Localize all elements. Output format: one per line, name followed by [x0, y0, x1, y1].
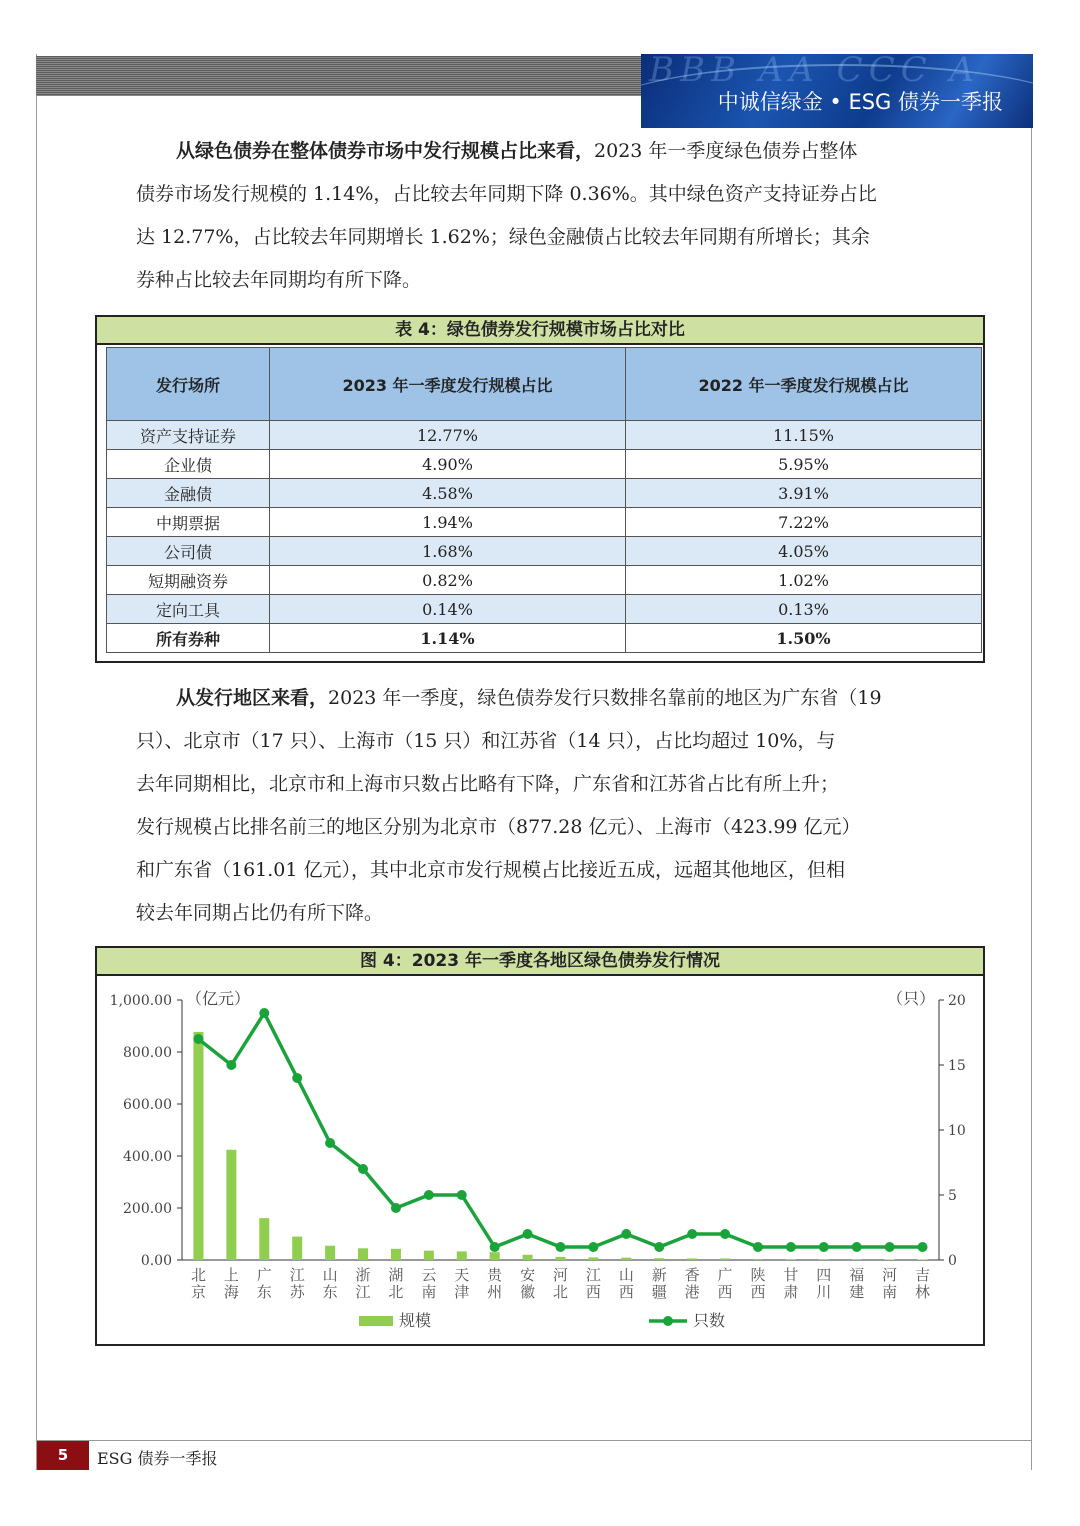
- point-香港: [687, 1229, 697, 1239]
- table-header-row: [107, 348, 982, 421]
- point-江西: [588, 1242, 598, 1252]
- y-left-axis-label: （亿元）: [186, 989, 251, 1008]
- x-tick-label: 山东: [322, 1266, 338, 1301]
- figure-title: 图 4：2023 年一季度各地区绿色债券发行情况: [97, 948, 983, 976]
- table-cell: 资产支持证券: [107, 421, 270, 450]
- banner-deco-text: BBB AA CCC A: [649, 54, 981, 90]
- x-tick-label: 广东: [256, 1266, 272, 1301]
- page-number: 5: [37, 1441, 89, 1470]
- x-tick-label: 云南: [421, 1266, 437, 1301]
- point-天津: [457, 1190, 467, 1200]
- x-tick-label: 香港: [684, 1266, 700, 1301]
- paragraph-text: 券种占比较去年同期均有所下降。: [136, 269, 422, 291]
- bar-广东: [259, 1218, 269, 1260]
- x-tick-label: 陕西: [750, 1266, 766, 1301]
- y-right-tick-label: 20: [948, 993, 966, 1009]
- table-cell: 所有券种: [107, 624, 270, 653]
- table-row: [107, 450, 982, 479]
- paragraph-text: 2023 年一季度，绿色债券发行只数排名靠前的地区为广东省（19: [328, 687, 882, 709]
- point-上海: [226, 1060, 236, 1070]
- bar-福建: [852, 1259, 862, 1260]
- paragraph-text: 2023 年一季度绿色债券占整体: [594, 140, 858, 162]
- bar-上海: [226, 1150, 236, 1260]
- table-cell: 短期融资券: [107, 566, 270, 595]
- point-新疆: [654, 1242, 664, 1252]
- point-吉林: [918, 1242, 928, 1252]
- table-cell: 4.05%: [626, 537, 982, 566]
- paragraph-text: 和广东省（161.01 亿元），其中北京市发行规模占比接近五成，远超其他地区，但相: [136, 859, 846, 881]
- point-山西: [621, 1229, 631, 1239]
- legend-swatch-bar: [359, 1316, 393, 1326]
- table-row: [107, 537, 982, 566]
- paragraph-region: [136, 677, 948, 935]
- table-header-cell: 2023 年一季度发行规模占比: [270, 348, 626, 421]
- x-tick-label: 上海: [223, 1266, 239, 1301]
- bar-河北: [556, 1257, 566, 1260]
- table-cell: 4.90%: [270, 450, 626, 479]
- point-陕西: [753, 1242, 763, 1252]
- table-total-row: [107, 624, 982, 653]
- table-header-cell: 2022 年一季度发行规模占比: [626, 348, 982, 421]
- table-title: 表 4：绿色债券发行规模市场占比对比: [97, 317, 983, 345]
- table-cell: 5.95%: [626, 450, 982, 479]
- table-cell: 中期票据: [107, 508, 270, 537]
- bar-河南: [885, 1259, 895, 1260]
- table-row: [107, 566, 982, 595]
- point-河南: [885, 1242, 895, 1252]
- x-tick-label: 江苏: [289, 1266, 305, 1301]
- x-tick-label: 浙江: [355, 1266, 371, 1301]
- bar-江西: [588, 1257, 598, 1260]
- table-cell: 金融债: [107, 479, 270, 508]
- table-cell: 公司债: [107, 537, 270, 566]
- bar-四川: [819, 1259, 829, 1260]
- x-tick-label: 北京: [190, 1266, 206, 1301]
- table-cell: 企业债: [107, 450, 270, 479]
- legend-swatch-marker: [663, 1316, 673, 1326]
- table-cell: 1.94%: [270, 508, 626, 537]
- table-cell: 3.91%: [626, 479, 982, 508]
- paragraph-text: 达 12.77%，占比较去年同期增长 1.62%；绿色金融债占比较去年同期有所增长；其余: [136, 226, 870, 248]
- x-tick-label: 新疆: [651, 1266, 667, 1301]
- table-row: [107, 595, 982, 624]
- y-left-tick-label: 600.00: [123, 1097, 172, 1113]
- paragraph-text: 发行规模占比排名前三的地区分别为北京市（877.28 亿元）、上海市（423.99 亿元）: [136, 816, 861, 838]
- header-stripes: [36, 56, 644, 96]
- table-cell: 11.15%: [626, 421, 982, 450]
- bar-山东: [325, 1246, 335, 1260]
- paragraph-text: 债券市场发行规模的 1.14%，占比较去年同期下降 0.36%。其中绿色资产支持证券占比: [136, 183, 877, 205]
- point-北京: [193, 1034, 203, 1044]
- bar-安徽: [523, 1255, 533, 1260]
- x-tick-label: 四川: [816, 1266, 832, 1301]
- table-row: [107, 421, 982, 450]
- y-left-tick-label: 200.00: [123, 1201, 172, 1217]
- x-tick-label: 贵州: [487, 1266, 503, 1301]
- y-right-tick-label: 5: [948, 1188, 957, 1204]
- y-left-tick-label: 800.00: [123, 1045, 172, 1061]
- figure-container: [95, 946, 985, 1346]
- point-福建: [852, 1242, 862, 1252]
- bar-甘肃: [786, 1259, 796, 1260]
- x-tick-label: 江西: [585, 1266, 601, 1301]
- point-安徽: [523, 1229, 533, 1239]
- legend-label-bar: 规模: [399, 1311, 432, 1330]
- bar-陕西: [753, 1259, 763, 1260]
- table-row: [107, 479, 982, 508]
- table-header-cell: 发行场所: [107, 348, 270, 421]
- table-cell: 0.14%: [270, 595, 626, 624]
- paragraph-text: 较去年同期占比仍有所下降。: [136, 902, 384, 924]
- point-贵州: [490, 1242, 500, 1252]
- point-湖北: [391, 1203, 401, 1213]
- point-甘肃: [786, 1242, 796, 1252]
- bar-香港: [687, 1258, 697, 1260]
- bar-江苏: [292, 1237, 302, 1260]
- point-河北: [556, 1242, 566, 1252]
- bar-贵州: [490, 1252, 500, 1260]
- table-cell: 1.02%: [626, 566, 982, 595]
- y-right-axis-label: （只）: [886, 989, 935, 1008]
- bar-北京: [193, 1032, 203, 1260]
- bar-广西: [720, 1258, 730, 1260]
- table-cell: 定向工具: [107, 595, 270, 624]
- table-row: [107, 508, 982, 537]
- x-tick-label: 甘肃: [783, 1266, 799, 1301]
- y-left-tick-label: 1,000.00: [109, 993, 172, 1009]
- table-cell: 0.82%: [270, 566, 626, 595]
- y-right-tick-label: 0: [948, 1253, 957, 1269]
- table-cell: 0.13%: [626, 595, 982, 624]
- bar-新疆: [654, 1258, 664, 1260]
- bar-天津: [457, 1251, 467, 1260]
- table-cell: 12.77%: [270, 421, 626, 450]
- y-left-tick-label: 400.00: [123, 1149, 172, 1165]
- x-tick-label: 福建: [849, 1266, 865, 1301]
- footer-text: ESG 债券一季报: [97, 1449, 218, 1468]
- x-tick-label: 吉林: [915, 1266, 931, 1301]
- point-广东: [259, 1008, 269, 1018]
- bar-吉林: [918, 1259, 928, 1260]
- x-tick-label: 河北: [552, 1266, 569, 1301]
- x-tick-label: 山西: [618, 1266, 634, 1301]
- x-tick-label: 河南: [882, 1266, 898, 1301]
- table-cell: 4.58%: [270, 479, 626, 508]
- point-浙江: [358, 1164, 368, 1174]
- region-chart: [97, 976, 983, 1344]
- footer-divider: [36, 1440, 1032, 1441]
- paragraph-market-share: [136, 130, 948, 302]
- y-right-tick-label: 10: [948, 1123, 966, 1139]
- point-广西: [720, 1229, 730, 1239]
- bar-云南: [424, 1251, 434, 1260]
- x-tick-label: 安徽: [520, 1266, 536, 1301]
- paragraph-lead: 从发行地区来看，: [176, 687, 329, 709]
- point-云南: [424, 1190, 434, 1200]
- legend-label-line: 只数: [693, 1311, 726, 1330]
- bar-湖北: [391, 1249, 401, 1260]
- share-table: [106, 347, 982, 653]
- table-cell: 1.14%: [270, 624, 626, 653]
- header-banner: [641, 54, 1033, 128]
- point-四川: [819, 1242, 829, 1252]
- x-tick-label: 广西: [717, 1266, 733, 1301]
- header-title: 中诚信绿金 • ESG 债券一季报: [717, 90, 1003, 114]
- x-tick-label: 天津: [454, 1266, 470, 1301]
- y-left-tick-label: 0.00: [140, 1253, 172, 1269]
- bar-山西: [621, 1258, 631, 1260]
- paragraph-lead: 从绿色债券在整体债券市场中发行规模占比来看，: [176, 140, 595, 162]
- table-container: [95, 315, 985, 663]
- table-cell: 7.22%: [626, 508, 982, 537]
- point-山东: [325, 1138, 335, 1148]
- paragraph-text: 只）、北京市（17 只）、上海市（15 只）和江苏省（14 只），占比均超过 10%，与: [136, 730, 836, 752]
- x-tick-label: 湖北: [388, 1266, 404, 1301]
- y-right-tick-label: 15: [948, 1058, 966, 1074]
- paragraph-text: 去年同期相比，北京市和上海市只数占比略有下降，广东省和江苏省占比有所上升；: [136, 773, 840, 795]
- table-cell: 1.50%: [626, 624, 982, 653]
- point-江苏: [292, 1073, 302, 1083]
- table-cell: 1.68%: [270, 537, 626, 566]
- bar-浙江: [358, 1248, 368, 1260]
- line-series-count: [198, 1013, 922, 1247]
